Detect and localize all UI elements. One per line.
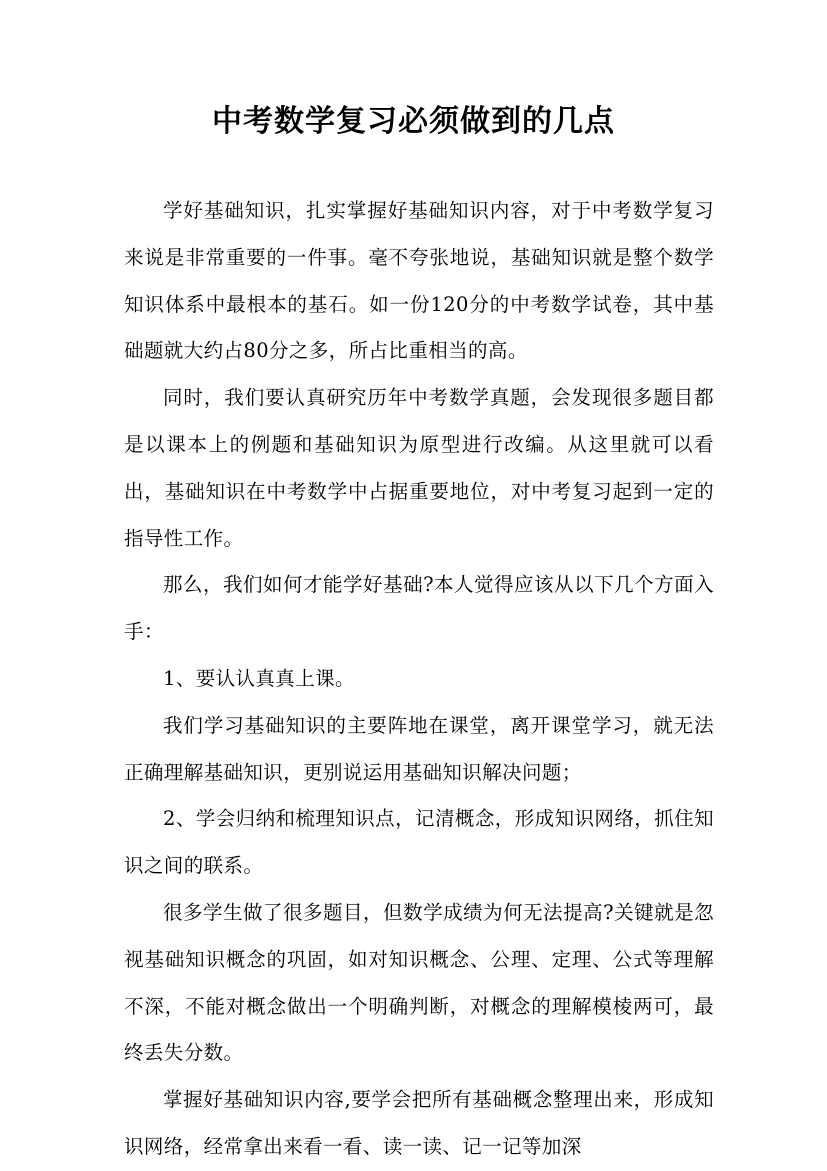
paragraph-6: 2、学会归纳和梳理知识点，记清概念，形成知识网络，抓住知识之间的联系。 [124, 807, 714, 878]
document-body [124, 188, 714, 1171]
paragraph-3: 那么，我们如何才能学好基础?本人觉得应该从以下几个方面入手： [124, 573, 714, 644]
paragraph-8: 掌握好基础知识内容,要学会把所有基础概念整理出来，形成知识网络，经常拿出来看一看、读一读、记一记等加深 [124, 1088, 714, 1158]
paragraph-7: 很多学生做了很多题目，但数学成绩为何无法提高?关键就是忽视基础知识概念的巩固，如对知识概念、公理、定理、公式等理解不深，不能对概念做出一个明确判断，对概念的理解模棱两可，最终丢失分数。 [124, 900, 714, 1065]
document-title: 中考数学复习必须做到的几点 [212, 104, 615, 139]
paragraph-2: 同时，我们要认真研究历年中考数学真题，会发现很多题目都是以课本上的例题和基础知识为原型进行改编。从这里就可以看出，基础知识在中考数学中占据重要地位，对中考复习起到一定的指导性工作。 [124, 386, 714, 550]
paragraph-5: 我们学习基础知识的主要阵地在课堂，离开课堂学习，就无法正确理解基础知识，更别说运用基础知识解决问题； [124, 713, 714, 784]
paragraph-4: 1、要认认真真上课。 [163, 666, 355, 690]
paragraph-1: 学好基础知识，扎实掌握好基础知识内容，对于中考数学复习来说是非常重要的一件事。毫不夸张地说，基础知识就是整个数学知识体系中最根本的基石。如一份120分的中考数学试卷，其中基础题就大约占80分之多，所占比重相当的高。 [124, 199, 714, 363]
